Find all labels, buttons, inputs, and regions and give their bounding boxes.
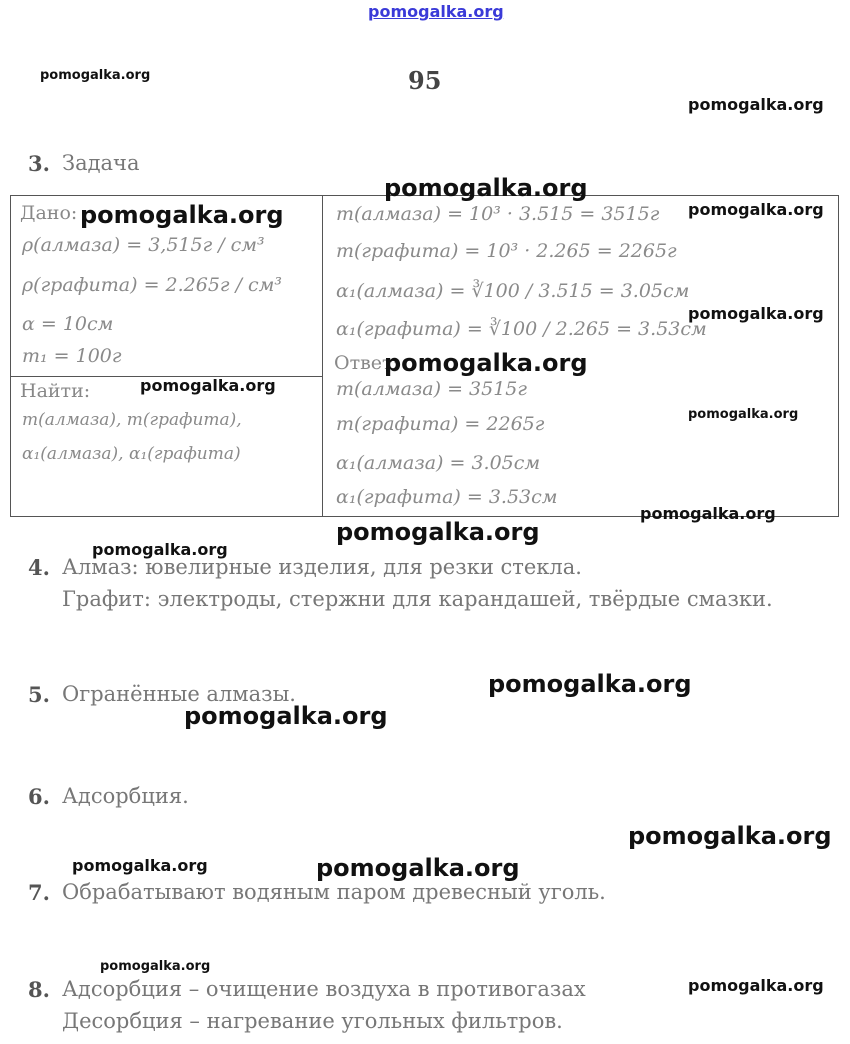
item-6-line-1: Адсорбция. [62,784,189,808]
watermark: pomogalka.org [628,822,832,850]
watermark: pomogalka.org [384,174,588,202]
watermark: pomogalka.org [72,856,208,875]
watermark-top[interactable]: pomogalka.org [368,2,504,21]
watermark: pomogalka.org [640,504,776,523]
item-5-number: 5. [28,682,50,707]
table-divider-vertical [322,195,323,516]
given-density-diamond: ρ(алмаза) = 3,515г / см³ [22,234,265,256]
watermark: pomogalka.org [688,407,799,422]
watermark: pomogalka.org [688,304,824,323]
answer-line-1: m(алмаза) = 3515г [336,378,527,400]
solution-line-1: m(алмаза) = 10³ · 3.515 = 3515г [336,203,660,225]
given-density-graphite: ρ(графита) = 2.265г / см³ [22,274,283,296]
watermark: pomogalka.org [92,540,228,559]
item-6-number: 6. [28,784,50,809]
watermark: pomogalka.org [184,702,388,730]
find-line-1: m(алмаза), m(графита), [22,410,242,430]
solution-line-4: α₁(графита) = ∛100 / 2.265 = 3.53см [336,318,707,340]
answer-line-2: m(графита) = 2265г [336,413,545,435]
item-7-number: 7. [28,880,50,905]
watermark: pomogalka.org [688,976,824,995]
task-3-number: 3. [28,151,50,176]
watermark: pomogalka.org [688,95,824,114]
item-4-line-2: Графит: электроды, стержни для карандашей, твёрдые смазки. [62,587,773,611]
watermark: pomogalka.org [100,959,211,974]
item-5-line-1: Огранённые алмазы. [62,682,296,706]
page-number: 95 [408,66,442,95]
watermark: pomogalka.org [384,349,588,377]
watermark: pomogalka.org [488,670,692,698]
item-8-line-2: Десорбция – нагревание угольных фильтров. [62,1009,563,1033]
answer-line-3: α₁(алмаза) = 3.05см [336,452,541,474]
task-3-title: Задача [62,151,140,175]
given-edge: α = 10см [22,313,114,335]
given-mass: m₁ = 100г [22,345,122,367]
item-4-number: 4. [28,555,50,580]
item-8-line-1: Адсорбция – очищение воздуха в противогазах [62,977,586,1001]
given-label: Дано: [20,202,78,224]
item-4-line-1: Алмаз: ювелирные изделия, для резки стекла. [62,555,582,579]
item-8-number: 8. [28,977,50,1002]
answer-label: Ответ: [334,352,399,374]
solution-line-2: m(графита) = 10³ · 2.265 = 2265г [336,240,677,262]
watermark: pomogalka.org [40,68,151,83]
watermark: pomogalka.org [688,200,824,219]
answer-line-4: α₁(графита) = 3.53см [336,486,558,508]
find-label: Найти: [20,380,91,402]
watermark: pomogalka.org [316,854,520,882]
item-7-line-1: Обрабатывают водяным паром древесный уголь. [62,880,606,904]
watermark: pomogalka.org [336,518,540,546]
watermark: pomogalka.org [140,376,276,395]
find-line-2: α₁(алмаза), α₁(графита) [22,444,241,464]
watermark: pomogalka.org [80,201,284,229]
solution-line-3: α₁(алмаза) = ∛100 / 3.515 = 3.05см [336,280,690,302]
